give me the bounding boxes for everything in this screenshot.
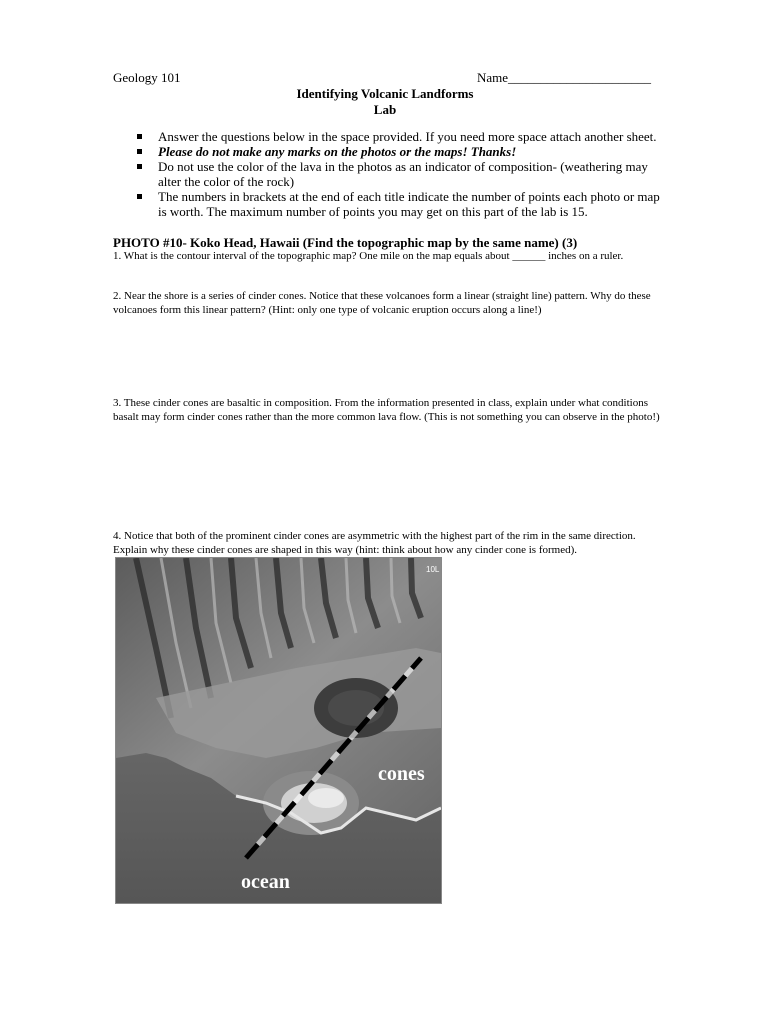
ocean-label: ocean xyxy=(241,871,290,893)
aerial-photo-koko-head xyxy=(115,557,442,904)
instruction-item: The numbers in brackets at the end of each title indicate the number of points each photo or map is worth. The maximum number of points you may get on this part of the lab is 15. xyxy=(113,189,661,219)
page-subtitle: Lab xyxy=(373,102,397,117)
aerial-photo-graphic xyxy=(116,558,441,903)
question-3: 3. These cinder cones are basaltic in composition. From the information presented in class, explain under what conditions basalt may form cinder cones rather than the more common lava flow. (This is not something you can observe in the photo!) xyxy=(113,397,660,423)
page-title: Identifying Volcanic Landforms xyxy=(296,86,474,101)
question-1: 1. What is the contour interval of the topographic map? One mile on the map equals about ______ inches on a ruler. xyxy=(113,250,624,262)
question-2: 2. Near the shore is a series of cinder cones. Notice that these volcanoes form a linear (straight line) pattern. Why do these volcanoes form this linear pattern? (Hint: only one type of volcanic eruption occurs along a line!) xyxy=(113,290,651,316)
cones-label: cones xyxy=(378,763,425,785)
instruction-list xyxy=(113,129,661,219)
instruction-item: Do not use the color of the lava in the photos as an indicator of composition- (weathering may alter the color of the rock) xyxy=(113,159,661,189)
instruction-item: Answer the questions below in the space provided. If you need more space attach another sheet. xyxy=(113,129,661,144)
question-4: 4. Notice that both of the prominent cinder cones are asymmetric with the highest part of the rim in the same direction. Explain why these cinder cones are shaped in this way (hint: think about how any cinder cone is formed). xyxy=(113,530,636,556)
section-heading: PHOTO #10- Koko Head, Hawaii (Find the topographic map by the same name) (3) xyxy=(113,235,578,250)
instruction-item: Please do not make any marks on the photos or the maps! Thanks! xyxy=(113,144,661,159)
course-label: Geology 101 xyxy=(113,70,181,85)
photo-id-label: 10L xyxy=(426,565,440,574)
name-field-label: Name______________________ xyxy=(477,70,652,85)
